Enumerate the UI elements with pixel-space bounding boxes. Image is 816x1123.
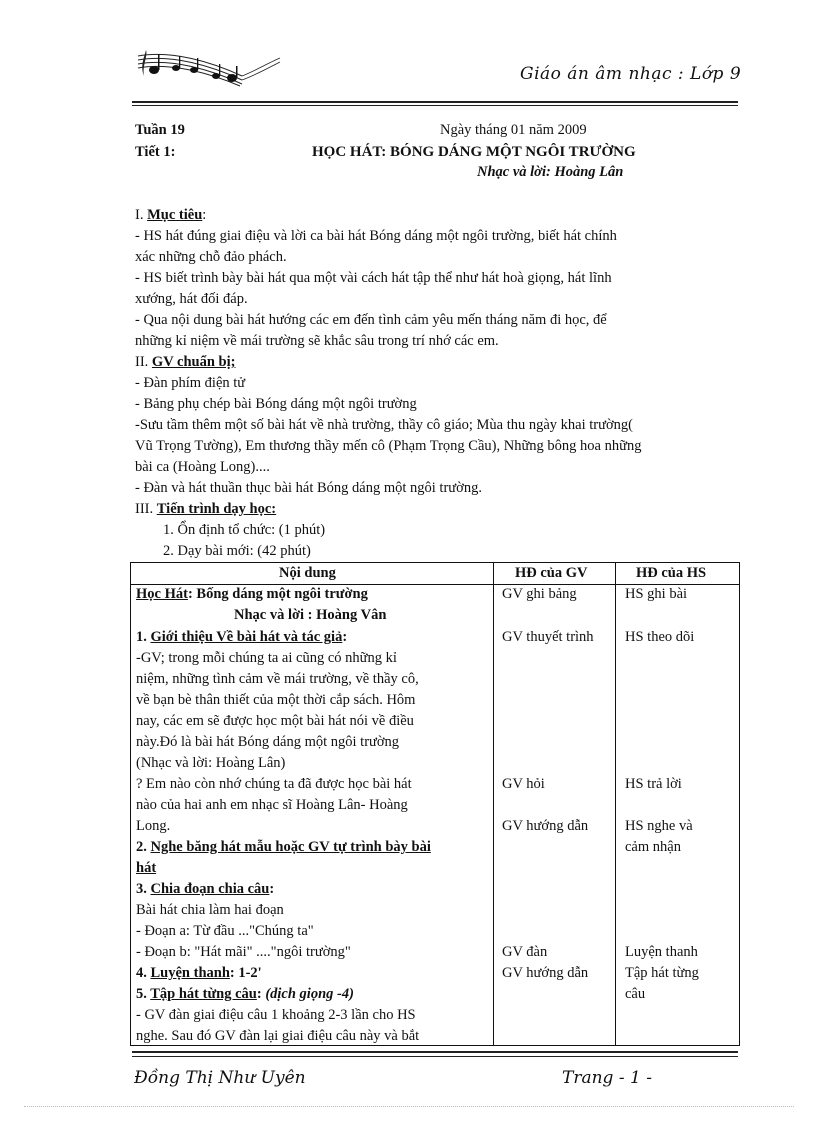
hs-activity: Luyện thanh bbox=[625, 944, 698, 960]
content-line: nào của hai anh em nhạc sĩ Hoàng Lân- Hoàng bbox=[136, 797, 408, 813]
section2-line: bài ca (Hoàng Long).... bbox=[135, 459, 270, 475]
footer-rule bbox=[132, 1051, 738, 1053]
section2-line: - Bảng phụ chép bài Bóng dáng một ngôi trường bbox=[135, 396, 417, 412]
content-line-part: : bbox=[256, 986, 266, 1002]
section3-heading bbox=[135, 499, 276, 519]
section3-number: III. bbox=[135, 501, 157, 517]
content-line: này.Đó là bài hát Bóng dáng một ngôi trường bbox=[136, 734, 400, 750]
content-line-part: (dịch giọng -4) bbox=[265, 986, 354, 1002]
footer-page-number: Trang - 1 - bbox=[562, 1068, 652, 1088]
content-line-part: 4. bbox=[136, 965, 151, 981]
content-line-part: 5. bbox=[136, 986, 151, 1002]
content-line bbox=[136, 984, 354, 1005]
gv-activity: GV hỏi bbox=[502, 776, 545, 792]
content-line: Nhạc và lời : Hoàng Vân bbox=[234, 607, 387, 623]
content-line-part: 3. bbox=[136, 881, 151, 897]
section1-number: I. bbox=[135, 207, 148, 223]
hs-activity: HS nghe và bbox=[625, 818, 693, 834]
content-line: Long. bbox=[136, 818, 171, 834]
content-line bbox=[136, 879, 274, 900]
gv-activity: GV đàn bbox=[502, 944, 548, 960]
hs-activity: HS theo dõi bbox=[625, 629, 695, 645]
section2-line: - Đàn và hát thuần thục bài hát Bóng dáng một ngôi trường. bbox=[135, 480, 482, 496]
table-header-content: Nội dung bbox=[279, 565, 336, 581]
content-line: - GV đàn giai điệu câu 1 khoảng 2-3 lần cho HS bbox=[136, 1007, 416, 1023]
section2-title: GV chuẩn bị; bbox=[151, 354, 236, 370]
gv-activity: GV ghi bảng bbox=[502, 586, 577, 602]
content-line-part: 2. bbox=[136, 839, 151, 855]
section2-line: -Sưu tầm thêm một số bài hát về nhà trường, thầy cô giáo; Mùa thu ngày khai trường( bbox=[135, 417, 633, 433]
content-line: - Đoạn b: "Hát mãi" ...."ngôi trường" bbox=[136, 944, 351, 960]
content-line-part: Luyện thanh bbox=[150, 965, 230, 981]
table-header-hs: HĐ của HS bbox=[636, 565, 707, 581]
content-line-part: : bbox=[269, 881, 275, 897]
content-line bbox=[136, 627, 347, 648]
section2-number: II. bbox=[135, 354, 152, 370]
lesson-title: HỌC HÁT: BÓNG DÁNG MỘT NGÔI TRƯỜNG bbox=[312, 144, 636, 160]
section1-line: - HS biết trình bày bài hát qua một vài cách hát tập thể như hát hoà giọng, hát lĩnh bbox=[135, 270, 612, 286]
content-line-part: : Bống dáng một ngôi trường bbox=[187, 586, 368, 602]
content-line bbox=[136, 963, 262, 984]
hs-activity: HS ghi bài bbox=[625, 586, 688, 602]
week-label: Tuần 19 bbox=[135, 122, 185, 138]
music-notes-ornament bbox=[132, 46, 282, 90]
section1-heading bbox=[135, 205, 206, 225]
gv-activity: GV hướng dẫn bbox=[502, 818, 589, 834]
header-rule bbox=[132, 101, 738, 103]
section1-line: - Qua nội dung bài hát hướng các em đến tình cảm yêu mến tháng năm đi học, để bbox=[135, 312, 607, 328]
footer-author: Đồng Thị Như Uyên bbox=[134, 1068, 306, 1088]
gv-activity: GV thuyết trình bbox=[502, 629, 594, 645]
composer-line: Nhạc và lời: Hoàng Lân bbox=[477, 164, 624, 180]
content-line: ? Em nào còn nhớ chúng ta đã được học bài hát bbox=[136, 776, 412, 792]
content-line-part: Chia đoạn chia câu bbox=[150, 881, 270, 897]
page-edge-guide bbox=[24, 1106, 794, 1107]
content-line-part: : bbox=[342, 629, 348, 645]
content-line-part: Giới thiệu Về bài hát và tác giả bbox=[150, 629, 343, 645]
content-line-part: Học Hát bbox=[136, 586, 188, 602]
section1-line: những kỉ niệm về mái trường sẽ khắc sâu trong trí nhớ các em. bbox=[135, 333, 499, 349]
lesson-date: Ngày tháng 01 năm 2009 bbox=[440, 122, 587, 138]
footer-rule-thin bbox=[132, 1056, 738, 1057]
period-label: Tiết 1: bbox=[135, 144, 176, 160]
section2-line: - Đàn phím điện tử bbox=[135, 375, 246, 391]
content-line-part: 1. bbox=[136, 629, 151, 645]
section1-line: xướng, hát đối đáp. bbox=[135, 291, 248, 307]
content-line: (Nhạc và lời: Hoàng Lân) bbox=[136, 755, 286, 771]
hs-activity: Tập hát từng bbox=[625, 965, 699, 981]
section3-title: Tiến trình dạy học: bbox=[156, 501, 277, 517]
content-line: -GV; trong mỗi chúng ta ai cũng có những kỉ bbox=[136, 650, 397, 666]
hs-activity: HS trả lời bbox=[625, 776, 682, 792]
content-line: - Đoạn a: Từ đầu ..."Chúng ta" bbox=[136, 923, 314, 939]
lesson-table bbox=[130, 562, 740, 1046]
content-line: về bạn bè thân thiết của một thời cắp sách. Hôm bbox=[136, 692, 416, 708]
column-divider bbox=[493, 563, 494, 1045]
section3-line: 2. Dạy bài mới: (42 phút) bbox=[163, 543, 311, 559]
section2-line: Vũ Trọng Tường), Em thương thầy mến cô (Phạm Trọng Cầu), Những bông hoa những bbox=[135, 438, 642, 454]
content-line-part: : 1-2' bbox=[229, 965, 262, 981]
section2-heading bbox=[135, 352, 235, 372]
section1-title: Mục tiêu bbox=[147, 207, 203, 223]
content-line bbox=[136, 584, 368, 605]
content-line: nay, các em sẽ được học một bài hát nói về điều bbox=[136, 713, 414, 729]
table-header-gv: HĐ của GV bbox=[515, 565, 588, 581]
content-line-part: Tập hát từng câu bbox=[150, 986, 257, 1002]
content-line bbox=[136, 837, 431, 858]
hs-activity: cảm nhận bbox=[625, 839, 681, 855]
section1-line: - HS hát đúng giai điệu và lời ca bài hát Bóng dáng một ngôi trường, biết hát chính bbox=[135, 228, 617, 244]
content-line: nghe. Sau đó GV đàn lại giai điệu câu này và bắt bbox=[136, 1028, 420, 1044]
section3-line: 1. Ổn định tổ chức: (1 phút) bbox=[163, 522, 326, 538]
gv-activity: GV hướng dẫn bbox=[502, 965, 589, 981]
content-line: Bài hát chia làm hai đoạn bbox=[136, 902, 284, 918]
hs-activity: câu bbox=[625, 986, 646, 1002]
section1-colon: : bbox=[202, 207, 207, 223]
header-title: Giáo án âm nhạc : Lớp 9 bbox=[520, 64, 742, 84]
content-line: niệm, những tình cảm về mái trường, về thầy cô, bbox=[136, 671, 419, 687]
header-rule-thin bbox=[132, 105, 738, 106]
column-divider bbox=[615, 563, 616, 1045]
content-line-part: Nghe băng hát mẫu hoặc GV tự trình bày bài bbox=[150, 839, 431, 855]
section1-line: xác những chỗ đảo phách. bbox=[135, 249, 287, 265]
content-line: hát bbox=[136, 860, 157, 876]
